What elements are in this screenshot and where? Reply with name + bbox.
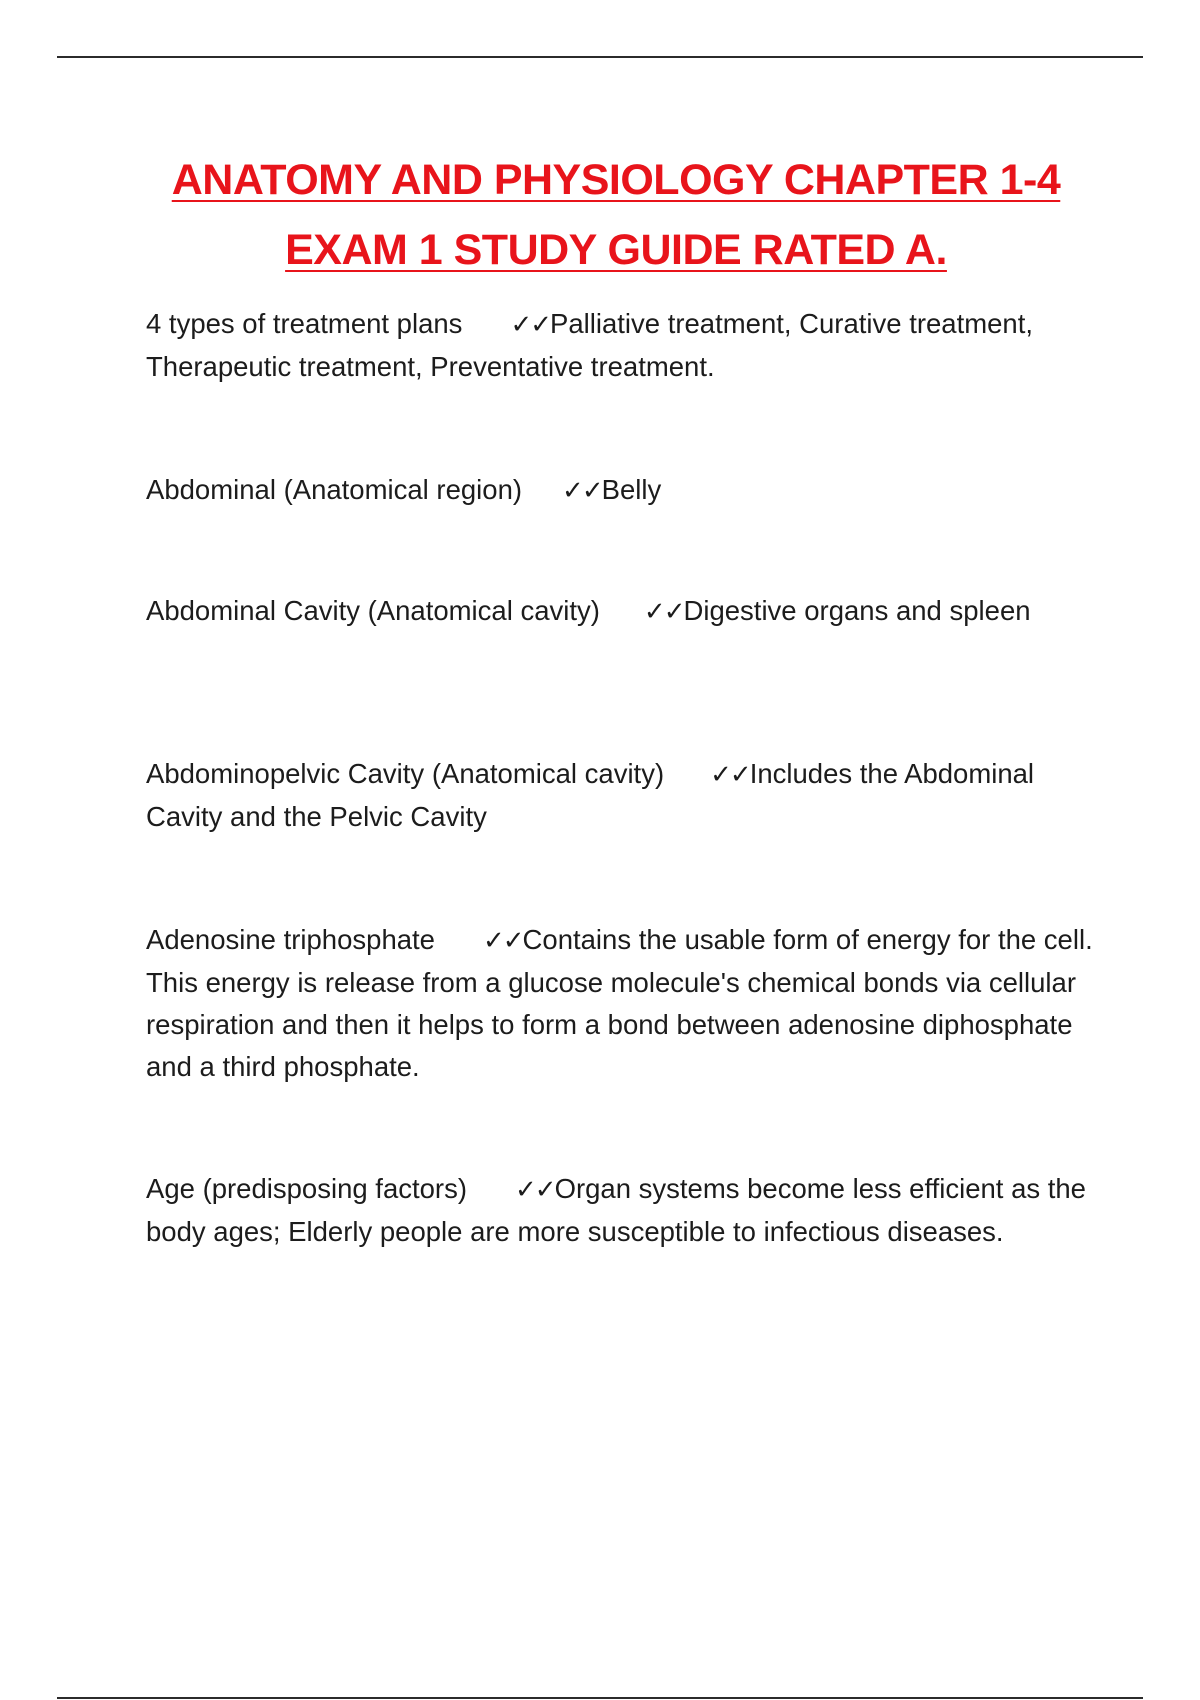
study-entry [146,919,1106,1088]
entry-answer: Digestive organs and spleen [683,595,1031,626]
study-entry [146,753,1106,838]
entry-answer: Includes the Abdominal Cavity and the Pelvic Cavity [146,758,1035,832]
entry-term: Adenosine triphosphate [146,924,435,955]
top-divider [57,56,1143,58]
entry-term: Abdominopelvic Cavity (Anatomical cavity) [146,758,665,789]
entry-term: Age (predisposing factors) [146,1173,467,1204]
entry-answer: Belly [601,474,662,505]
bottom-divider [57,1697,1143,1699]
double-check-icon: ✓✓ [643,597,684,627]
study-entry [146,469,1106,512]
double-check-icon: ✓✓ [515,1175,555,1205]
study-entry [146,590,1106,633]
entry-term: 4 types of treatment plans [146,308,463,339]
double-check-icon: ✓✓ [562,476,602,506]
entry-answer: Palliative treatment, Curative treatment, Therapeutic treatment, Preventative treatment. [146,308,1033,382]
double-check-icon: ✓✓ [510,310,551,340]
title-line-1: ANATOMY AND PHYSIOLOGY CHAPTER 1-4 [171,156,1061,204]
document-title [110,145,1122,285]
entry-term: Abdominal (Anatomical region) [146,474,523,505]
double-check-icon: ✓✓ [482,926,523,956]
study-entry [146,303,1106,388]
entry-answer: Organ systems become less efficient as the body ages; Elderly people are more susceptible to infectious diseases. [146,1173,1086,1247]
study-entry [146,1168,1106,1253]
entry-term: Abdominal Cavity (Anatomical cavity) [146,595,600,626]
entry-answer: Contains the usable form of energy for the cell. This energy is release from a glucose molecule's chemical bonds via cellular respiration and then it helps to form a bond between adenosine diphosphate and a third phosphate. [146,924,1093,1082]
title-line-2: EXAM 1 STUDY GUIDE RATED A. [285,226,947,274]
double-check-icon: ✓✓ [710,760,750,790]
